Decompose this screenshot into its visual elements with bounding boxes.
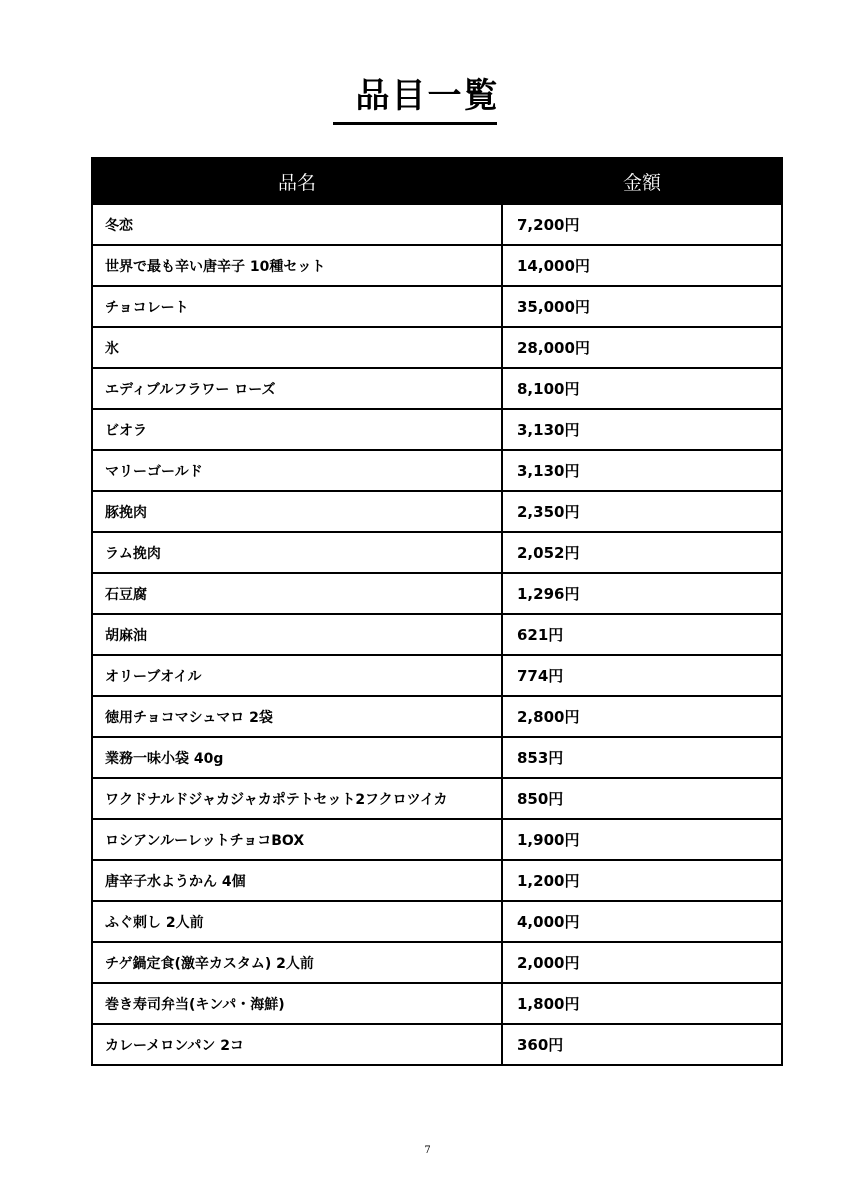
table-row bbox=[92, 819, 782, 860]
item-name-cell: ふぐ刺し 2人前 bbox=[92, 901, 502, 942]
item-name-cell: マリーゴールド bbox=[92, 450, 502, 491]
table-row bbox=[92, 245, 782, 286]
item-price-cell: 7,200円 bbox=[502, 204, 782, 245]
table-row bbox=[92, 409, 782, 450]
item-name-cell: カレーメロンパン 2コ bbox=[92, 1024, 502, 1065]
table-row bbox=[92, 901, 782, 942]
item-price-cell: 35,000円 bbox=[502, 286, 782, 327]
item-name-cell: 業務一味小袋 40g bbox=[92, 737, 502, 778]
item-name-cell: 唐辛子水ようかん 4個 bbox=[92, 860, 502, 901]
item-name-cell: チョコレート bbox=[92, 286, 502, 327]
item-price-cell: 1,800円 bbox=[502, 983, 782, 1024]
table-row bbox=[92, 491, 782, 532]
table-row bbox=[92, 778, 782, 819]
item-name-cell: 豚挽肉 bbox=[92, 491, 502, 532]
table-row bbox=[92, 860, 782, 901]
item-name-cell: 巻き寿司弁当(キンパ・海鮮) bbox=[92, 983, 502, 1024]
table-row bbox=[92, 614, 782, 655]
item-name-cell: オリーブオイル bbox=[92, 655, 502, 696]
item-name-cell: チゲ鍋定食(激辛カスタム) 2人前 bbox=[92, 942, 502, 983]
item-name-cell: ロシアンルーレットチョコBOX bbox=[92, 819, 502, 860]
title-underline bbox=[333, 122, 497, 125]
item-price-cell: 28,000円 bbox=[502, 327, 782, 368]
item-name-cell: 徳用チョコマシュマロ 2袋 bbox=[92, 696, 502, 737]
item-name-cell: 冬恋 bbox=[92, 204, 502, 245]
header-amount: 金額 bbox=[502, 158, 782, 204]
table-row bbox=[92, 1024, 782, 1065]
page-title: 品目一覧 bbox=[355, 76, 500, 116]
table-row bbox=[92, 327, 782, 368]
table-row bbox=[92, 573, 782, 614]
item-name-cell: 胡麻油 bbox=[92, 614, 502, 655]
table-row bbox=[92, 532, 782, 573]
table-row bbox=[92, 696, 782, 737]
item-name-cell: 氷 bbox=[92, 327, 502, 368]
item-price-cell: 4,000円 bbox=[502, 901, 782, 942]
table-row bbox=[92, 204, 782, 245]
table-row bbox=[92, 450, 782, 491]
item-name-cell: ラム挽肉 bbox=[92, 532, 502, 573]
item-price-cell: 360円 bbox=[502, 1024, 782, 1065]
item-table bbox=[91, 157, 783, 1066]
page-number: 7 bbox=[424, 1145, 431, 1156]
item-price-cell: 2,000円 bbox=[502, 942, 782, 983]
header-item-name: 品名 bbox=[92, 158, 502, 204]
item-name-cell: 石豆腐 bbox=[92, 573, 502, 614]
table-row bbox=[92, 368, 782, 409]
item-price-cell: 2,350円 bbox=[502, 491, 782, 532]
item-price-cell: 2,800円 bbox=[502, 696, 782, 737]
item-price-cell: 1,900円 bbox=[502, 819, 782, 860]
item-price-cell: 850円 bbox=[502, 778, 782, 819]
item-price-cell: 3,130円 bbox=[502, 409, 782, 450]
table-row bbox=[92, 942, 782, 983]
table-body bbox=[92, 204, 782, 1065]
item-price-cell: 853円 bbox=[502, 737, 782, 778]
item-price-cell: 774円 bbox=[502, 655, 782, 696]
table-row bbox=[92, 655, 782, 696]
item-price-cell: 2,052円 bbox=[502, 532, 782, 573]
item-price-cell: 1,200円 bbox=[502, 860, 782, 901]
item-price-cell: 1,296円 bbox=[502, 573, 782, 614]
item-name-cell: ワクドナルドジャカジャカポテトセット2フクロツイカ bbox=[92, 778, 502, 819]
item-price-cell: 8,100円 bbox=[502, 368, 782, 409]
item-name-cell: ビオラ bbox=[92, 409, 502, 450]
table-row bbox=[92, 737, 782, 778]
table-header bbox=[92, 158, 782, 204]
table-row bbox=[92, 983, 782, 1024]
item-price-cell: 3,130円 bbox=[502, 450, 782, 491]
table-row bbox=[92, 286, 782, 327]
item-price-cell: 14,000円 bbox=[502, 245, 782, 286]
item-name-cell: 世界で最も辛い唐辛子 10種セット bbox=[92, 245, 502, 286]
item-price-cell: 621円 bbox=[502, 614, 782, 655]
item-name-cell: エディブルフラワー ローズ bbox=[92, 368, 502, 409]
